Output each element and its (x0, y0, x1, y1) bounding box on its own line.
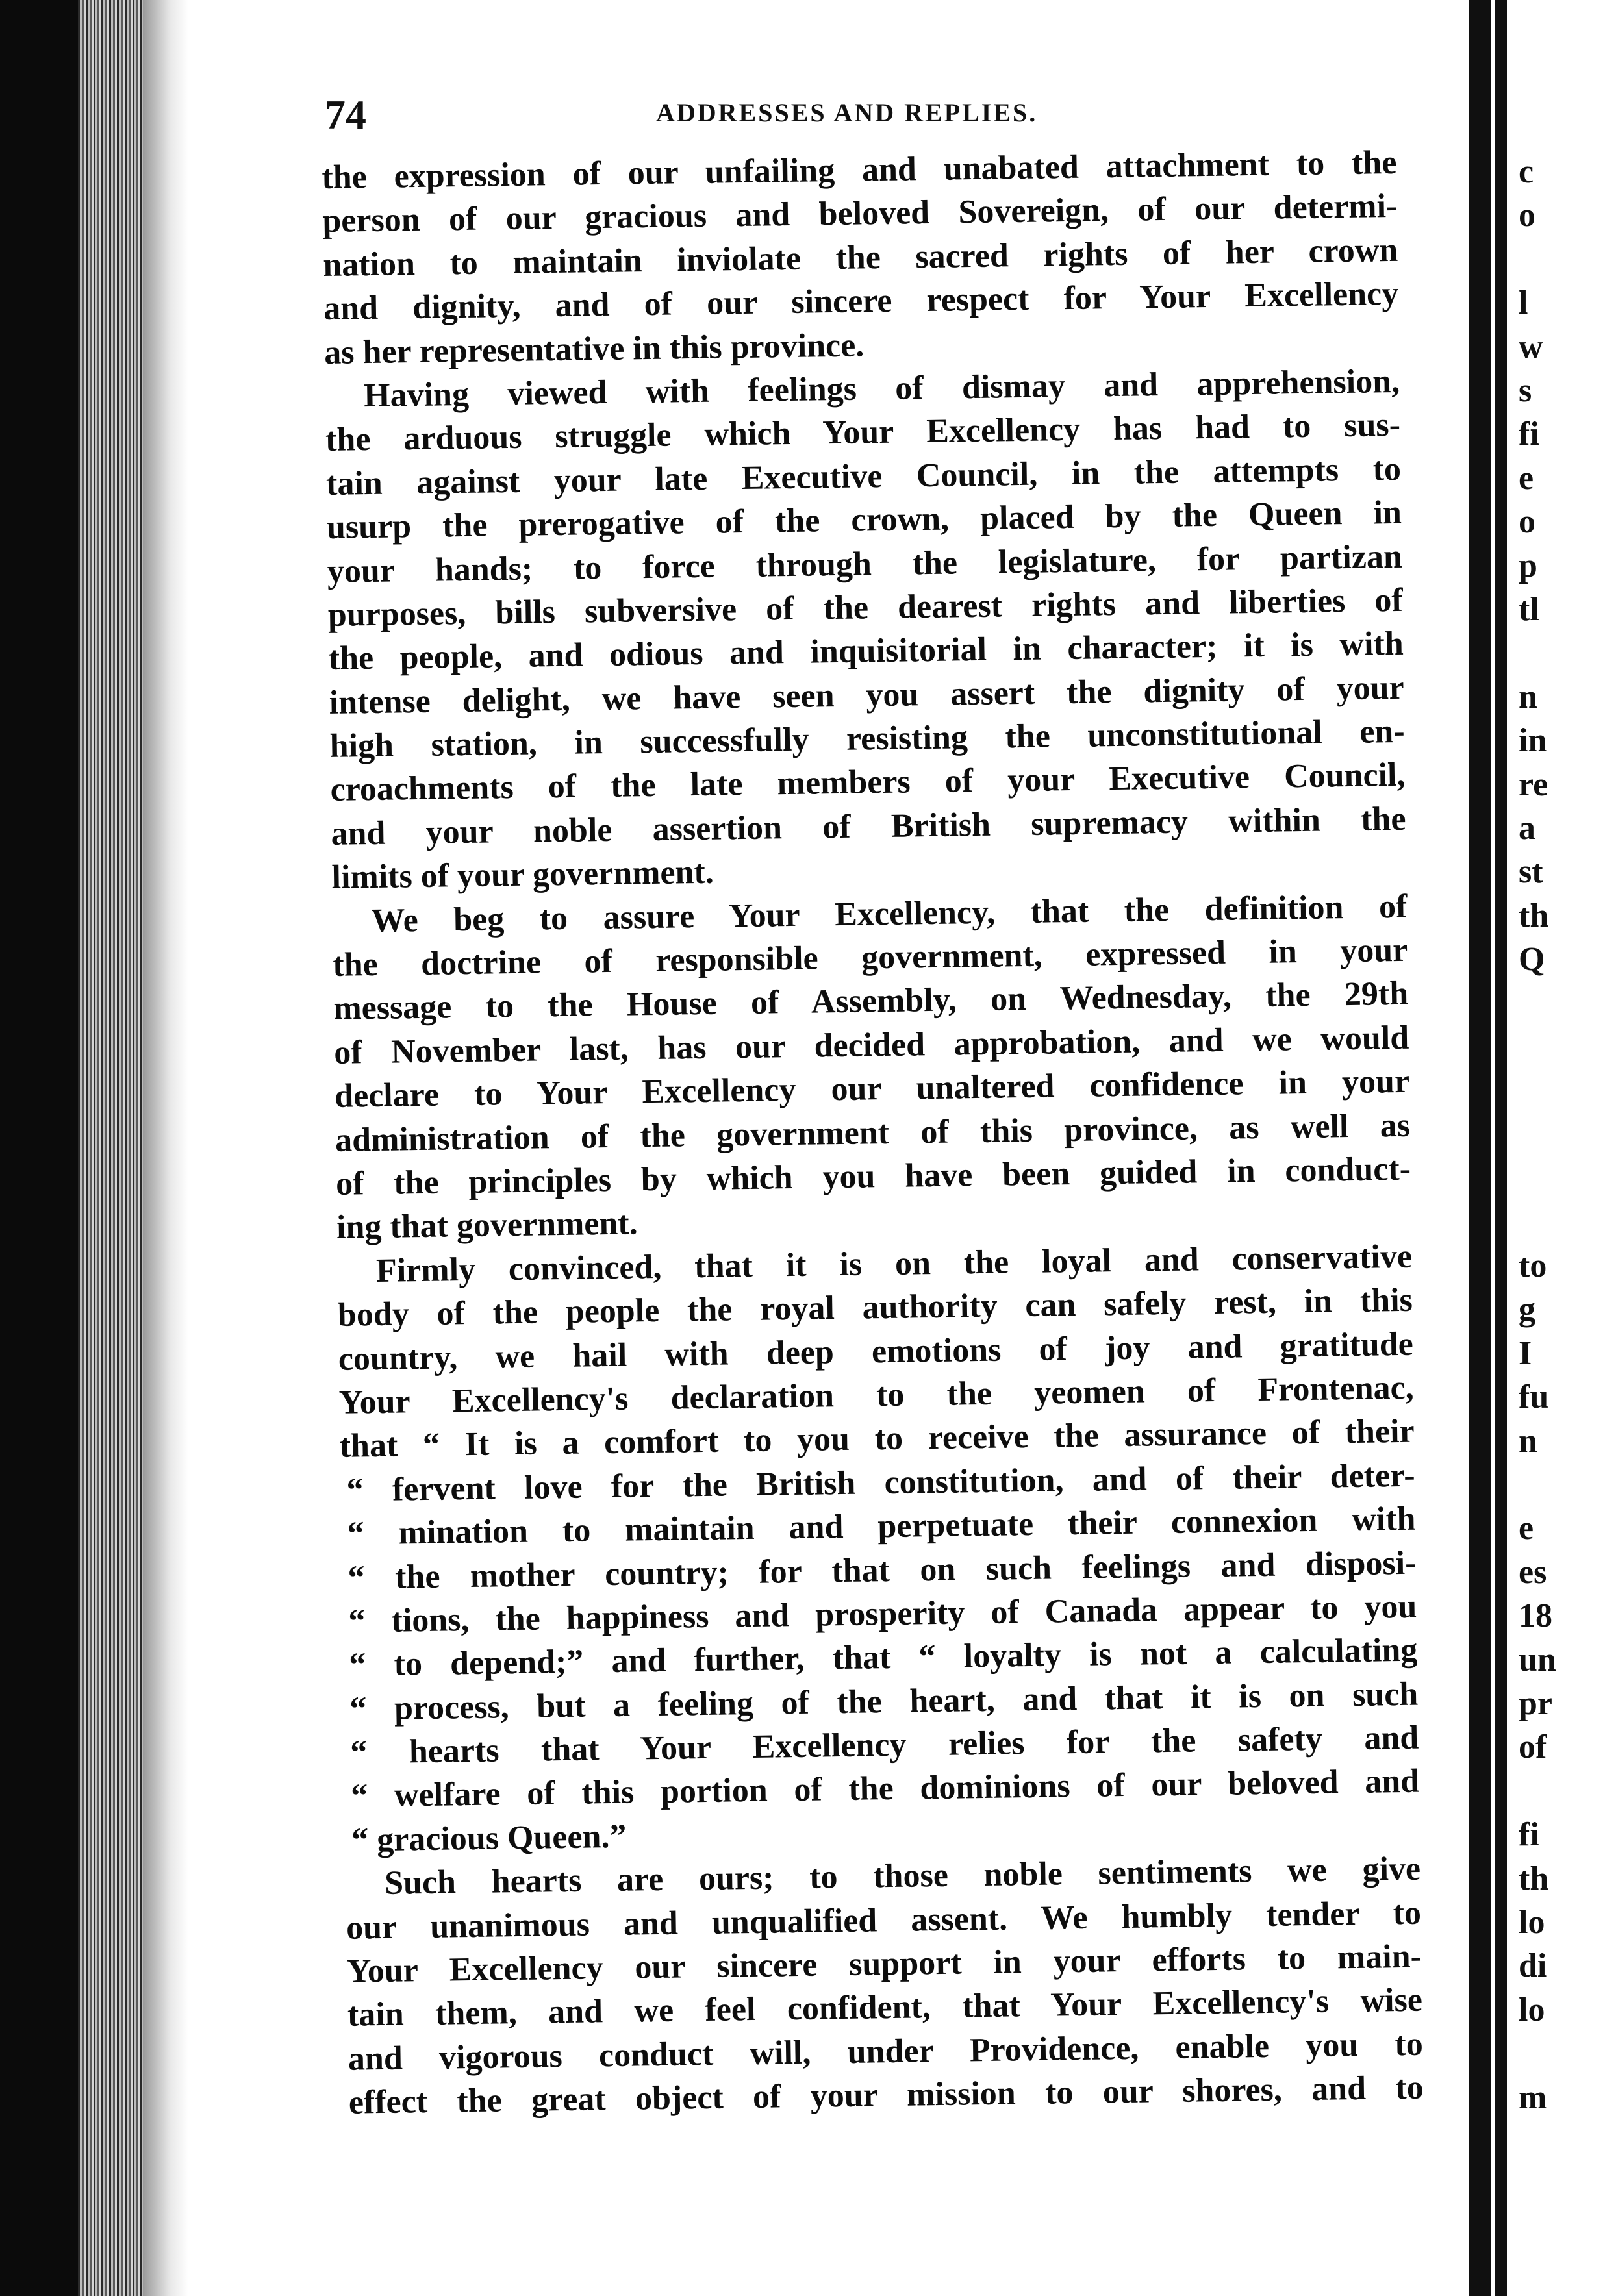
facing-page-letters: lo (1519, 1991, 1545, 2028)
facing-page-letters: th (1519, 897, 1549, 934)
text-line: your hands; to force through the legislature, for partizan (327, 538, 1403, 590)
facing-page-letters: I (1519, 1334, 1532, 1372)
text-line: the arduous struggle which Your Excellency has had to sus- (325, 406, 1401, 459)
facing-page-letters: st (1519, 853, 1543, 891)
facing-page-letters: pr (1519, 1685, 1552, 1722)
page-gutter (1469, 0, 1507, 2296)
text-line: “ hearts that Your Excellency relies for the safety and (349, 1719, 1419, 1771)
facing-page-letters: 18 (1519, 1597, 1552, 1635)
text-line: Firmly convinced, that it is on the loyal and conservative (375, 1238, 1413, 1290)
facing-page-letters: w (1519, 328, 1543, 366)
binding-shadow (143, 0, 188, 2296)
text-line: and dignity, and of our sincere respect for Your Excellency (323, 275, 1399, 328)
text-line: high station, in successfully resisting the unconstitutional en- (329, 712, 1405, 765)
facing-page-letters: re (1519, 766, 1548, 803)
facing-page-letters: g (1519, 1291, 1535, 1329)
text-line: usurp the prerogative of the crown, placed by the Queen in (326, 493, 1402, 547)
book-binding-edge (0, 0, 78, 2296)
text-line: purposes, bills subversive of the dearest rights and liberties of (327, 581, 1404, 634)
text-line: of the principles by which you have been guided in conduct- (335, 1150, 1411, 1203)
facing-page-letters: un (1519, 1641, 1556, 1678)
text-line: tain them, and we feel confident, that Your Excellency's wise (347, 1982, 1423, 2034)
text-line: “ gracious Queen.” (351, 1817, 627, 1859)
text-line: intense delight, we have seen you assert the dignity of your (329, 669, 1404, 721)
facing-page-letters: fi (1519, 1816, 1539, 1854)
text-line: We beg to assure Your Excellency, that the definition of (371, 888, 1408, 940)
facing-page-letters: es (1519, 1553, 1547, 1591)
facing-page-letters: in (1519, 722, 1547, 760)
facing-page-letters: th (1519, 1860, 1549, 1897)
facing-page-letters: lo (1519, 1904, 1545, 1941)
book-page (188, 0, 1469, 2296)
text-line: Having viewed with feelings of dismay and apprehension, (363, 362, 1400, 415)
text-line: message to the House of Assembly, on Wednesday, the 29th (333, 975, 1409, 1028)
gutter-highlight (1491, 0, 1495, 2296)
facing-page-letters: Q (1519, 941, 1545, 979)
page-number: 74 (325, 92, 366, 138)
text-line: “ to depend;” and further, that “ loyalty is not a calculating (349, 1631, 1418, 1684)
text-line: and your noble assertion of British supremacy within the (331, 800, 1406, 853)
facing-page-letters: of (1519, 1728, 1547, 1766)
facing-page-letters: tl (1519, 591, 1539, 628)
text-line: declare to Your Excellency our unaltered confidence in your (334, 1062, 1410, 1116)
text-line: croachments of the late members of your Executive Council, (330, 756, 1406, 809)
text-line: our unanimous and unqualified assent. We humbly tender to (346, 1894, 1422, 1947)
text-line: Your Excellency's declaration to the yeomen of Frontenac, (338, 1369, 1415, 1421)
text-line: body of the people the royal authority can safely rest, in this (337, 1281, 1413, 1334)
facing-page-letters: fu (1519, 1379, 1549, 1416)
text-line: as her representative in this province. (323, 326, 865, 371)
text-line: “ the mother country; for that on such feelings and disposi- (347, 1544, 1417, 1597)
facing-page-letters: n (1519, 1422, 1537, 1460)
facing-page-letters: c (1519, 153, 1534, 190)
page-body (322, 141, 1424, 2125)
facing-page-letters: o (1519, 503, 1535, 541)
facing-page-letters: m (1519, 2078, 1547, 2116)
text-line: effect the great object of your mission to our shores, and to (348, 2069, 1424, 2121)
text-line: of November last, has our decided approbation, and we would (333, 1019, 1409, 1071)
text-line: the expression of our unfailing and unabated attachment to the (322, 144, 1397, 196)
facing-page-letters: e (1519, 459, 1534, 497)
facing-page-letters: di (1519, 1947, 1547, 1985)
text-line: administration of the government of this province, as well as (335, 1106, 1411, 1159)
facing-page-letters: to (1519, 1247, 1547, 1284)
facing-page-letters: o (1519, 197, 1535, 234)
text-line: “ mination to maintain and perpetuate their connexion with (347, 1500, 1416, 1553)
text-line: Your Excellency our sincere support in your efforts to main- (346, 1938, 1422, 1990)
text-line: “ fervent love for the British constitution, and of their deter- (346, 1456, 1415, 1509)
facing-page-letters: n (1519, 678, 1537, 716)
text-line: the people, and odious and inquisitorial in character; it is with (328, 625, 1404, 678)
text-line: nation to maintain inviolate the sacred rights of her crown (322, 231, 1398, 284)
facing-page-letters: a (1519, 810, 1535, 847)
text-line: limits of your government. (331, 853, 714, 897)
text-line: “ process, but a feeling of the heart, and that it is on such (349, 1675, 1419, 1728)
facing-page-letters: fi (1519, 416, 1539, 453)
facing-page-letters: s (1519, 372, 1532, 409)
text-line: tain against your late Executive Council, in the attempts to (325, 450, 1402, 503)
facing-page-letters: e (1519, 1510, 1534, 1547)
text-line: and vigorous conduct will, under Providence, enable you to (347, 2025, 1424, 2078)
page-stack-edge (78, 0, 143, 2296)
text-line: the doctrine of responsible government, expressed in your (333, 931, 1408, 984)
facing-page-fragment (1512, 0, 1616, 2296)
text-line: ing that government. (336, 1204, 638, 1247)
text-line: country, we hail with deep emotions of joy and gratitude (338, 1325, 1414, 1378)
text-line: “ welfare of this portion of the dominions of our beloved and (350, 1763, 1420, 1816)
text-line: person of our gracious and beloved Sovereign, of our determi- (322, 188, 1398, 240)
facing-page-letters: p (1519, 547, 1537, 584)
text-line: Such hearts are ours; to those noble sentiments we give (384, 1850, 1421, 1903)
running-head: ADDRESSES AND REPLIES. (656, 98, 1038, 127)
text-line: “ tions, the happiness and prosperity of Canada appear to you (348, 1588, 1417, 1640)
text-line: that “ It is a comfort to you to receive the assurance of their (339, 1413, 1415, 1466)
facing-page-letters: l (1519, 284, 1528, 322)
